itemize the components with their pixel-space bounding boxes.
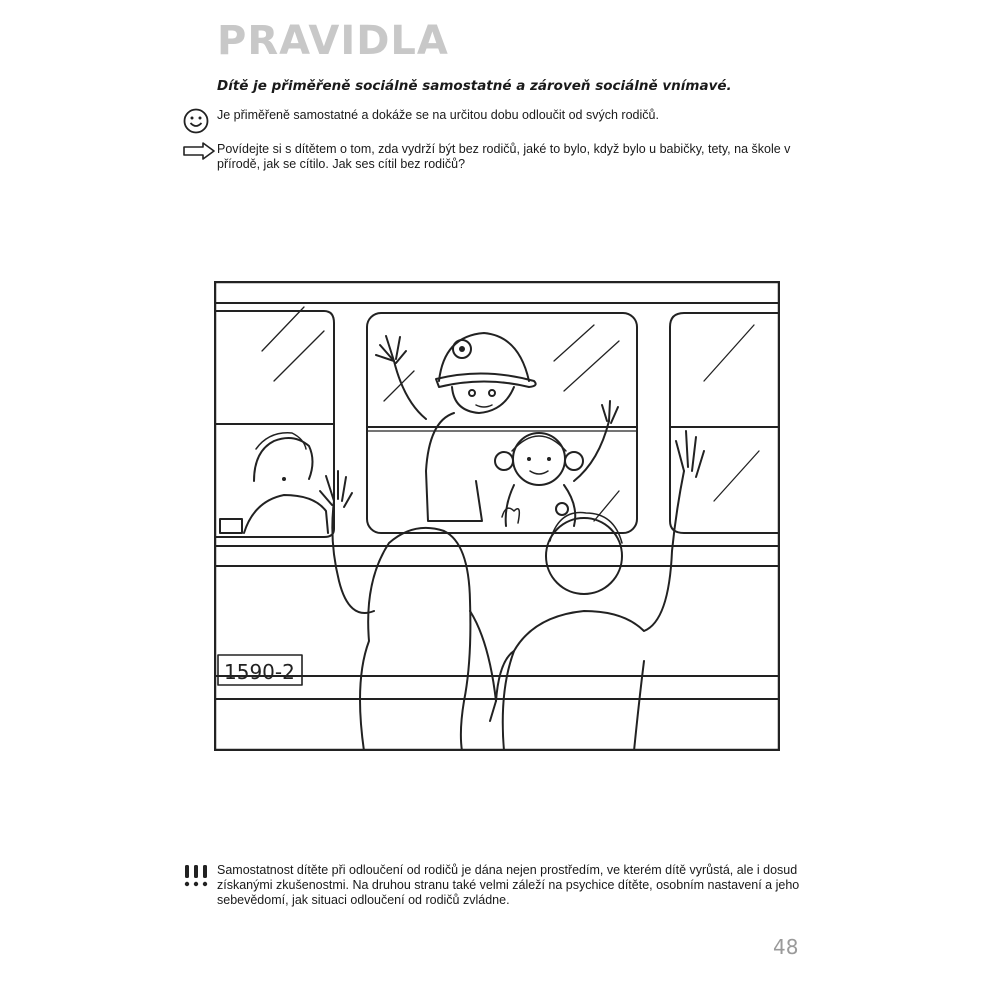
train-number-label: 1590-2 [224,660,295,684]
info-item-text: Povídejte si s dítětem o tom, zda vydrží být bez rodičů, jaké to bylo, když bylo u babičky, tety, na škole v přírodě, jak se cítilo. Jak ses cítil bez rodičů? [217,142,791,171]
arrow-right-icon [183,142,217,160]
page-title: PRAVIDLA [217,18,449,64]
info-item-arrow [183,142,803,172]
exclamation-icon [183,863,217,889]
page-subtitle: Dítě je přiměřeně sociálně samostatné a zároveň sociálně vnímavé. [217,78,732,94]
info-item-text: Samostatnost dítěte při odloučení od rodičů je dána nejen prostředím, ve kterém dítě vyrůstá, ale i dosud získanými zkušenostmi. Na druhou stranu také velmi záleží na psychice dítěte, osobním nastavení a jeho sebevědomí, jak situaci odloučení od rodičů zvládne. [217,863,800,907]
info-item-smiley [183,108,803,134]
info-item-text: Je přiměřeně samostatné a dokáže se na určitou dobu odloučit od svých rodičů. [217,108,659,122]
info-item-note [183,863,803,908]
smiley-icon [183,108,217,134]
page-number: 48 [773,935,799,959]
train-farewell-illustration [214,281,780,751]
